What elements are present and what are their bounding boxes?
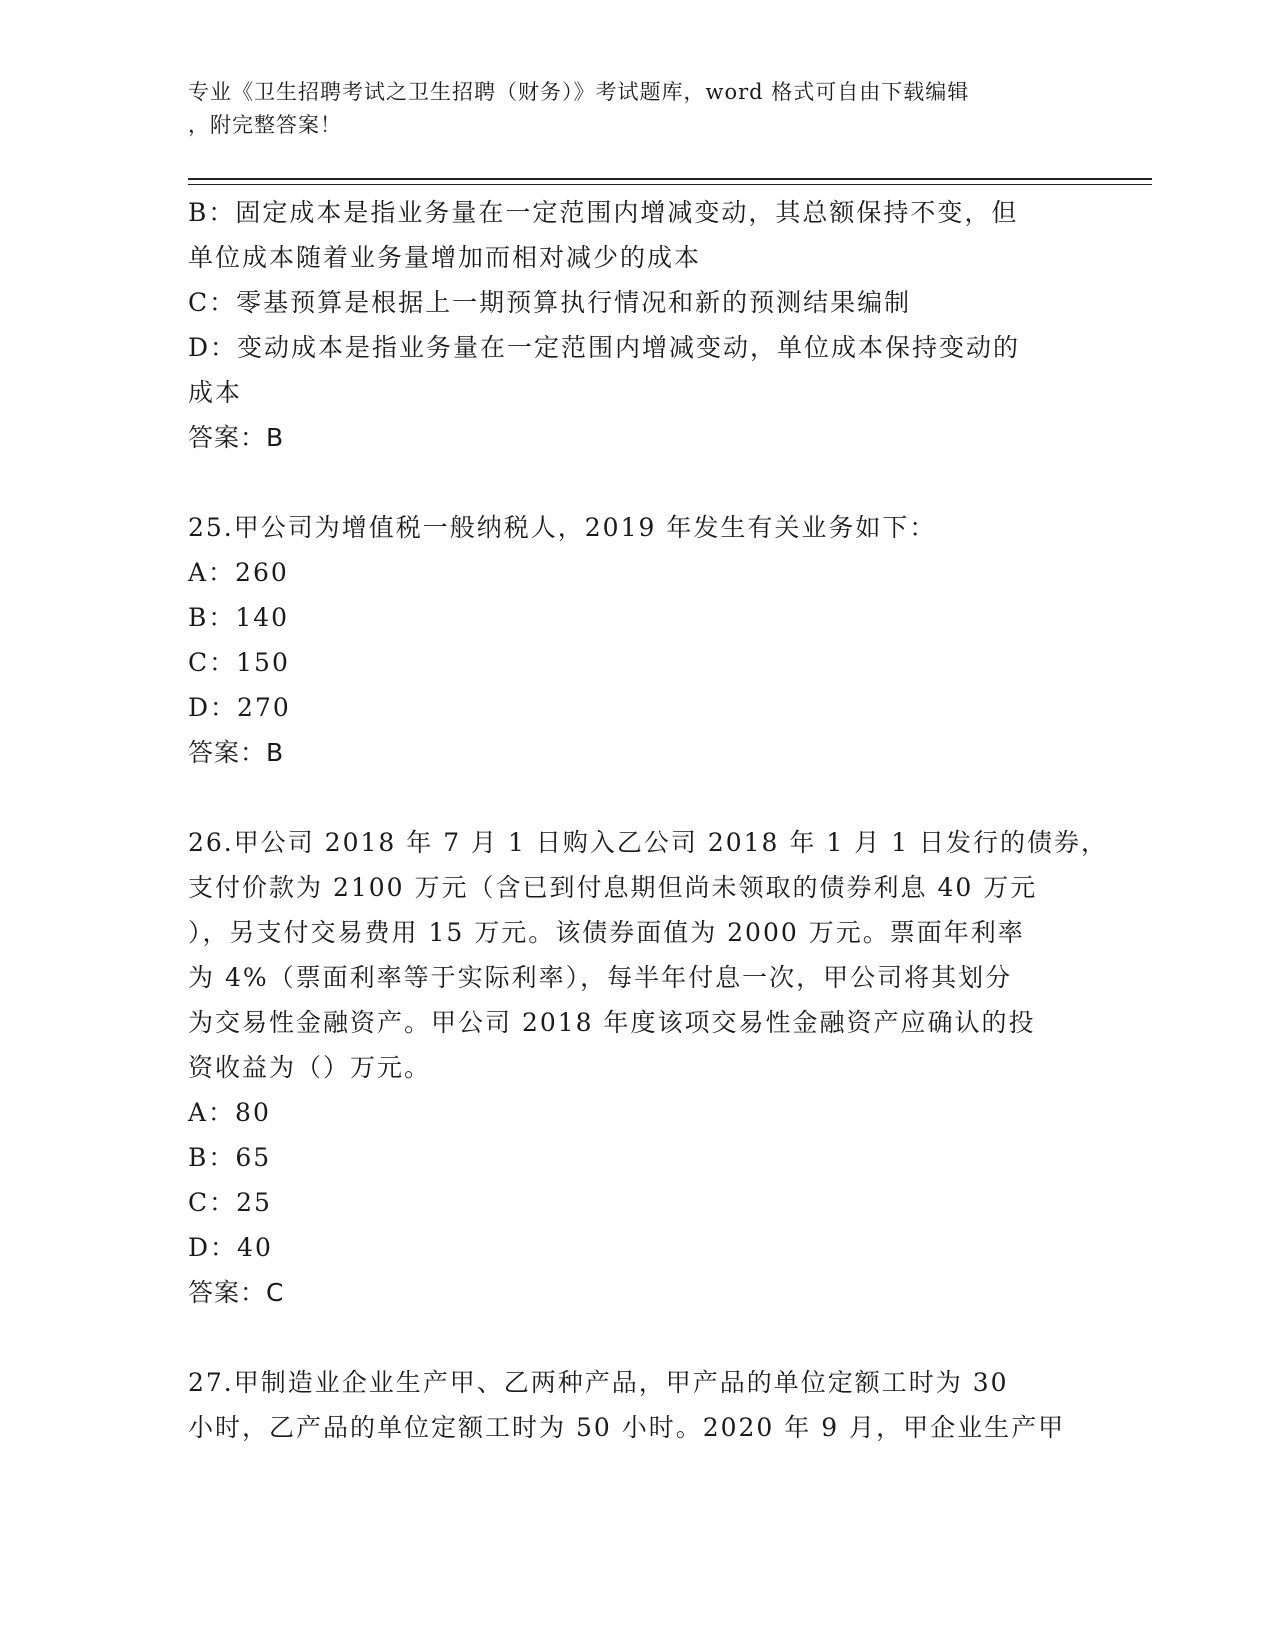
option-c: C：零基预算是根据上一期预算执行情况和新的预测结果编制: [188, 288, 912, 317]
question-26: [188, 820, 1108, 1315]
question-stem-line-3: ），另支付交易费用 15 万元。该债券面值为 2000 万元。票面年利率: [188, 918, 1025, 947]
header-line-1: 专业《卫生招聘考试之卫生招聘（财务）》考试题库，word 格式可自由下载编辑: [188, 80, 970, 104]
header-divider-thick: [188, 178, 1152, 180]
option-b: B：65: [188, 1143, 272, 1172]
option-c: C：25: [188, 1188, 272, 1217]
answer: 答案：B: [188, 423, 285, 452]
option-b: B：140: [188, 603, 290, 632]
question-stem-line-6: 资收益为（）万元。: [188, 1053, 432, 1082]
option-b-line-1: B：固定成本是指业务量在一定范围内增减变动，其总额保持不变，但: [188, 198, 1019, 227]
header-divider-thin: [188, 184, 1152, 185]
question-stem: 25.甲公司为增值税一般纳税人，2019 年发生有关业务如下：: [188, 513, 937, 542]
option-a: A：260: [188, 558, 289, 587]
spacer: [188, 775, 1088, 820]
spacer: [188, 460, 1088, 505]
question-stem-line-1: 27.甲制造业企业生产甲、乙两种产品，甲产品的单位定额工时为 30: [188, 1368, 1009, 1397]
option-d-line-1: D：变动成本是指业务量在一定范围内增减变动，单位成本保持变动的: [188, 333, 1021, 362]
option-d: D：270: [188, 693, 291, 722]
answer: 答案：C: [188, 1278, 285, 1307]
option-b-line-2: 单位成本随着业务量增加而相对减少的成本: [188, 243, 702, 272]
question-stem-line-2: 支付价款为 2100 万元（含已到付息期但尚未领取的债券利息 40 万元: [188, 873, 1038, 902]
document-header: [188, 76, 1068, 142]
question-24: [188, 190, 1088, 460]
header-line-2: ，附完整答案！: [188, 113, 342, 137]
spacer: [188, 1315, 1088, 1360]
option-d: D：40: [188, 1233, 273, 1262]
question-stem-line-1: 26.甲公司 2018 年 7 月 1 日购入乙公司 2018 年 1 月 1 日发行的债券，: [188, 828, 1108, 857]
question-27: [188, 1360, 1088, 1450]
answer: 答案：B: [188, 738, 285, 767]
question-list: [188, 190, 1108, 1450]
question-stem-line-5: 为交易性金融资产。甲公司 2018 年度该项交易性金融资产应确认的投: [188, 1008, 1036, 1037]
question-25: [188, 505, 1088, 775]
option-d-line-2: 成本: [188, 378, 243, 407]
option-a: A：80: [188, 1098, 271, 1127]
option-c: C：150: [188, 648, 290, 677]
question-stem-line-4: 为 4%（票面利率等于实际利率），每半年付息一次，甲公司将其划分: [188, 963, 1013, 992]
question-stem-line-2: 小时，乙产品的单位定额工时为 50 小时。2020 年 9 月，甲企业生产甲: [188, 1413, 1066, 1442]
